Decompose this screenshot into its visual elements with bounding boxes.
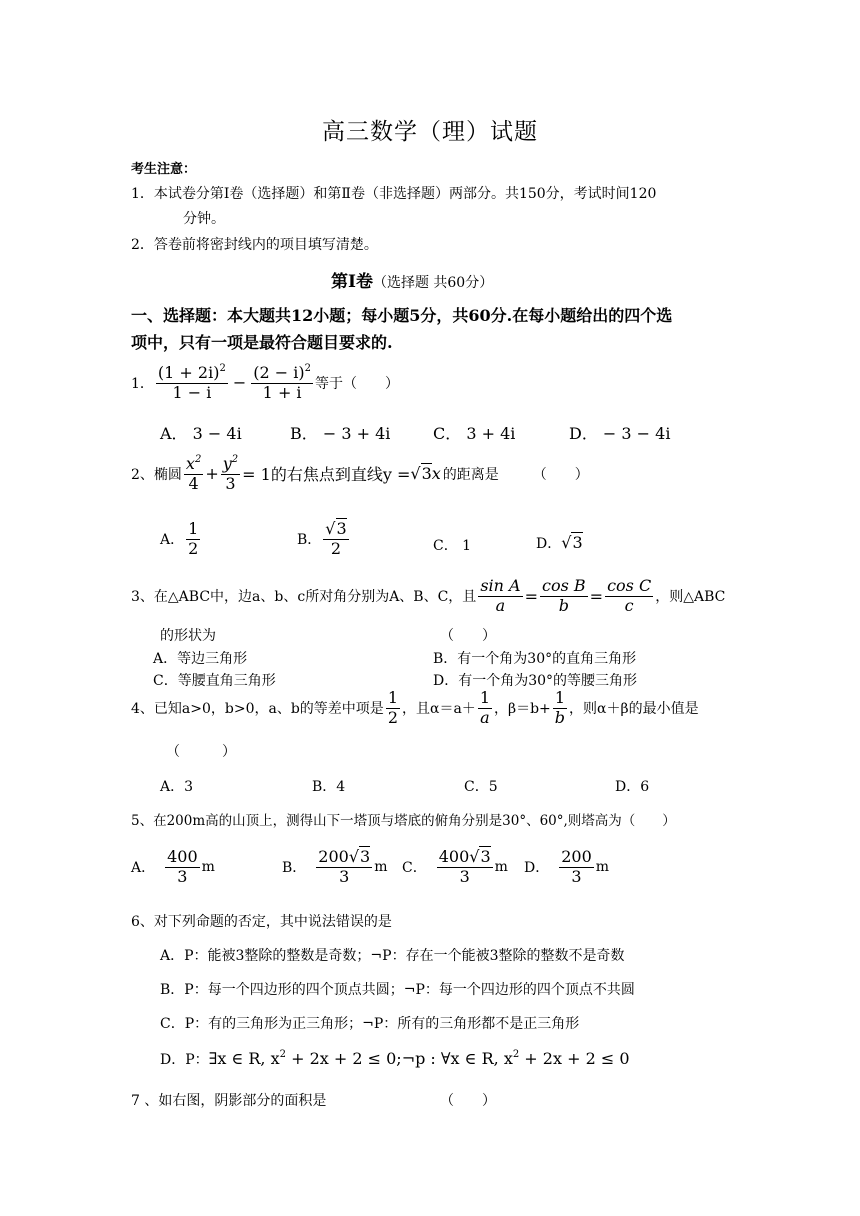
q4-post: ，则α＋β的最小值是 <box>569 701 699 718</box>
question-6: 6、对下列命题的否定，其中说法错误的是 <box>131 914 392 930</box>
q5-b-sqrt: 3 <box>360 847 371 866</box>
q5-option-d <box>524 849 609 886</box>
q5-d-den: 3 <box>571 866 582 886</box>
notice-item-2: 2．答卷前将密封线内的项目填写清楚。 <box>131 237 378 253</box>
q2-b-label: B． <box>297 532 322 549</box>
q5-d-unit: m <box>595 859 610 876</box>
q4-a-den: a <box>480 707 490 727</box>
question-5: 5、在200m高的山顶上，测得山下一塔顶与塔底的俯角分别是30°、60°,则塔高为（ ） <box>131 813 676 829</box>
q3-f1-den: a <box>495 595 506 615</box>
q5-a-label: A． <box>131 860 156 877</box>
q3-option-c: C．等腰直角三角形 <box>153 673 276 689</box>
q2-a-label: A． <box>160 532 185 549</box>
q1-frac1-numerator: (1 + 2i) <box>157 363 220 382</box>
q2-option-a <box>160 521 202 558</box>
q3-eq-2: = <box>589 586 604 606</box>
q6-option-c: C．P：有的三角形为正三角形；¬P：所有的三角形都不是正三角形 <box>160 1016 580 1032</box>
q6-option-b: B．P：每一个四边形的四个顶点共圆；¬P：每一个四边形的四个顶点不共圆 <box>160 982 635 998</box>
q5-b-num: 200 <box>318 847 349 866</box>
q2-paren: （ ） <box>532 466 589 483</box>
q2-sqrt3: 3 <box>421 464 432 484</box>
q2-four: 4 <box>188 473 199 493</box>
q2-tail: 的距离是 <box>442 466 499 483</box>
q1-option-d: D． − 3 − 4i <box>569 424 671 443</box>
q4-mid-1: ，且α＝a＋ <box>402 701 476 718</box>
q1-fraction-1 <box>156 364 228 402</box>
question-1 <box>131 364 399 402</box>
q4-option-d: D．6 <box>615 779 650 795</box>
q2-a-num: 1 <box>188 519 199 538</box>
part-subtitle: （选择题 共60分） <box>372 275 494 291</box>
part-title: 第Ⅰ卷 <box>331 272 373 292</box>
q2-d-val: 3 <box>572 533 583 552</box>
q1-frac1-denominator: 1 − i <box>172 382 212 402</box>
q2-option-d: D．√3 <box>536 533 583 552</box>
q1-frac2-exp: 2 <box>304 363 311 374</box>
q2-frac-y <box>221 455 240 493</box>
q7-paren: （ ） <box>440 1093 496 1109</box>
q1-frac1-exp: 2 <box>219 363 226 374</box>
q3-eq-1: = <box>524 586 538 606</box>
q1-option-b: B． − 3 + 4i <box>290 424 391 443</box>
q2-x: x <box>185 454 195 473</box>
q4-paren: （ ） <box>166 744 236 760</box>
q6-d-math-1: ∃x ∈ R, x <box>208 1049 280 1068</box>
notice-item-1-line-1: 1．本试卷分第Ⅰ卷（选择题）和第Ⅱ卷（非选择题）两部分。共150分，考试时间120 <box>131 186 657 202</box>
q3-option-a: A．等边三角形 <box>153 651 248 667</box>
q5-a-unit: m <box>201 859 215 876</box>
q5-a-num: 400 <box>167 847 198 866</box>
q5-d-num: 200 <box>561 847 592 866</box>
q4-a-num: 1 <box>479 688 490 707</box>
q3-paren: （ ） <box>440 628 496 644</box>
q6-d-exp-2: 2 <box>512 1049 520 1060</box>
q2-three: 3 <box>225 473 236 493</box>
q1-frac2-denominator: 1 + i <box>262 382 302 402</box>
q2-plus: + <box>205 464 219 484</box>
q3-option-d: D．有一个角为30°的等腰三角形 <box>433 673 638 689</box>
q3-pre: 3、在△ABC中，边a、b、c所对角分别为A、B、C，且 <box>131 589 477 606</box>
notice-item-1-line-2: 分钟。 <box>183 211 225 227</box>
q6-d-pre: D．P： <box>160 1052 209 1068</box>
notice-heading: 考生注意： <box>131 162 197 177</box>
q2-y: y <box>222 454 232 473</box>
q4-mid-2: ，β＝b+ <box>494 701 551 718</box>
q4-half-den: 2 <box>387 707 398 727</box>
section-heading-line-1: 一、选择题：本大题共12小题；每小题5分，共60分.在每小题给出的四个选 <box>131 306 673 325</box>
q5-option-b: B． $\frac{200√3}{3}$ m <box>282 847 388 886</box>
q1-option-a: A． 3 − 4i <box>160 424 242 443</box>
q5-d-label: D． <box>524 860 550 877</box>
q5-c-num: 400 <box>438 847 470 866</box>
q3-f3-num: cos C <box>607 576 652 595</box>
q4-b-num: 1 <box>554 688 566 707</box>
q2-number: 2、椭圆 <box>131 466 182 483</box>
q3-f1-num: sin A <box>480 576 521 595</box>
q5-c-unit: m <box>494 859 508 876</box>
q3-option-b: B．有一个角为30°的直角三角形 <box>433 651 637 667</box>
q5-a-den: 3 <box>177 866 188 886</box>
q6-option-d <box>160 1049 630 1069</box>
q1-frac2-numerator: (2 − i) <box>253 363 305 382</box>
q5-option-a <box>131 849 215 886</box>
question-3 <box>131 578 725 615</box>
q2-frac-x <box>184 455 203 493</box>
question-7: 7 、如右图，阴影部分的面积是 <box>131 1093 327 1109</box>
question-4 <box>131 690 699 727</box>
q1-number: 1． <box>131 375 154 392</box>
q4-b-den: b <box>554 707 566 727</box>
section-heading-line-2: 项中，只有一项是最符合题目要求的. <box>131 333 393 352</box>
page-title: 高三数学（理）试题 <box>322 119 538 145</box>
q6-d-exp-1: 2 <box>279 1049 286 1060</box>
q6-option-a: A．P：能被3整除的整数是奇数；¬P：存在一个能被3整除的整数不是奇数 <box>160 948 625 964</box>
q5-b-den: 3 <box>339 866 350 886</box>
q6-d-math-2: + 2x + 2 ≤ 0;¬p : ∀x ∈ R, x <box>286 1049 513 1068</box>
question-2: 2、椭圆 $\frac{x^2}{4}$ + $\frac{y^2}{3}$ = 1的右焦点到直线y = √3 x 的距离是 （ ） <box>131 454 589 493</box>
q2-mid: = 1的右焦点到直线y = <box>242 465 411 485</box>
q2-d-label: D． <box>536 536 562 552</box>
q5-b-label: B． <box>282 860 307 877</box>
q5-c-den: 3 <box>459 866 470 886</box>
q3-post: ，则△ABC <box>655 589 726 606</box>
q1-option-c: C． 3 + 4i <box>433 424 516 443</box>
q5-c-label: C． <box>402 860 427 877</box>
q3-f2-num: cos B <box>542 576 586 595</box>
q4-option-c: C．5 <box>464 779 498 795</box>
q4-pre: 4、已知a>0，b>0，a、b的等差中项是 <box>131 701 384 718</box>
part-heading <box>331 267 493 292</box>
q2-option-b: B． $\frac{√3}{2}$ <box>297 519 347 558</box>
q3-line-2: 的形状为 <box>160 628 216 644</box>
q4-option-b: B．4 <box>312 779 346 795</box>
q2-b-num: 3 <box>336 519 347 538</box>
q2-y-exp: 2 <box>231 454 239 465</box>
q6-d-math-3: + 2x + 2 ≤ 0 <box>519 1049 630 1068</box>
q2-a-den: 2 <box>188 538 199 558</box>
q5-b-unit: m <box>374 859 388 876</box>
q1-minus: − <box>232 373 247 393</box>
q2-x-var: x <box>431 464 441 484</box>
q2-b-den: 2 <box>330 538 342 558</box>
q4-half-num: 1 <box>387 688 398 707</box>
q2-option-c: C． 1 <box>433 538 472 554</box>
q2-x-exp: 2 <box>194 454 202 465</box>
q5-option-c: C． $\frac{400√3}{3}$ m <box>402 847 508 886</box>
q1-tail: 等于（ ） <box>314 375 399 392</box>
q3-f3-den: c <box>624 595 634 615</box>
q3-f2-den: b <box>558 595 569 615</box>
q5-c-sqrt: 3 <box>480 847 491 866</box>
q4-option-a: A．3 <box>160 779 194 795</box>
q1-fraction-2 <box>251 364 313 402</box>
